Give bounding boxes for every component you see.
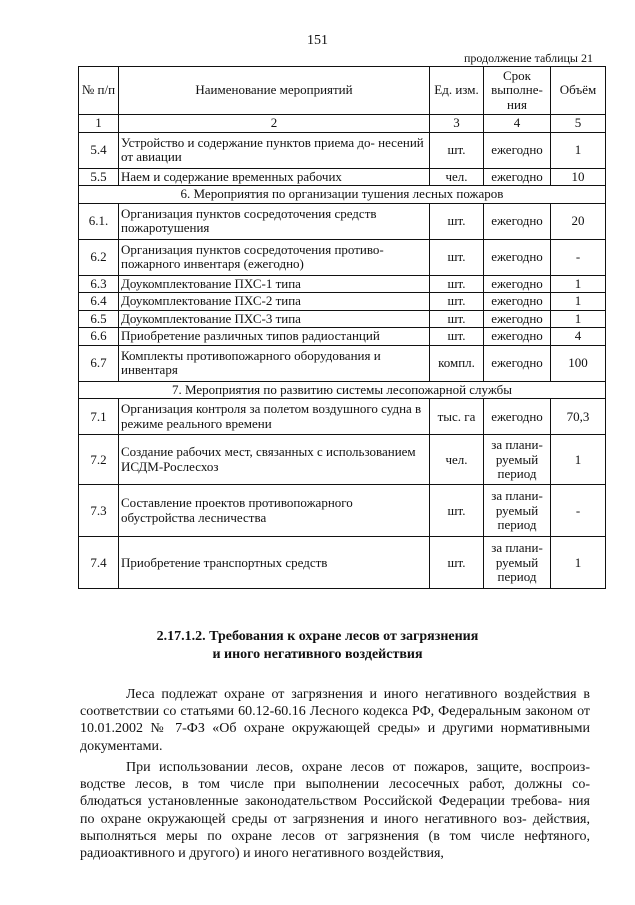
table-row [79, 293, 606, 311]
row-name: Комплекты противопожарного оборудования и инвентаря [119, 345, 430, 381]
row-term: ежегодно [484, 399, 551, 435]
table-row [79, 132, 606, 168]
row-unit: тыс. га [430, 399, 484, 435]
header-volume: Объём [551, 67, 606, 115]
row-name: Создание рабочих мест, связанных с использованием ИСДМ-Рослесхоз [119, 435, 430, 485]
row-volume: 70,3 [551, 399, 606, 435]
row-term: ежегодно [484, 345, 551, 381]
row-volume: - [551, 485, 606, 537]
row-unit: шт. [430, 203, 484, 239]
table-row [79, 203, 606, 239]
header-term: Срок выполне- ния [484, 67, 551, 115]
row-term: ежегодно [484, 275, 551, 293]
row-unit: шт. [430, 239, 484, 275]
row-volume: 1 [551, 310, 606, 328]
row-unit: шт. [430, 328, 484, 346]
body-paragraph: При использовании лесов, охране лесов от пожаров, защите, воспроиз- водстве лесов, в том числе при выполнении лесосечных работ, должны со- блюдаться установленные законодательством Российской Федерации требова- ния по охране окружающей среды от загрязнения и иного негативного воз- действия, выполняться меры по охране лесов от загрязнения (в том числе нефтяного, радиоактивного и другого) и иного негативного воздействия, [80, 760, 590, 862]
row-term: за плани- руемый период [484, 537, 551, 589]
row-unit: чел. [430, 435, 484, 485]
table-row [79, 399, 606, 435]
row-volume: 1 [551, 293, 606, 311]
measures-table [78, 66, 606, 589]
row-name: Организация пунктов сосредоточения противо- пожарного инвентаря (ежегодно) [119, 239, 430, 275]
section-heading-line-1: 2.17.1.2. Требования к охране лесов от загрязнения [156, 629, 479, 644]
section-title: 6. Мероприятия по организации тушения лесных пожаров [79, 186, 606, 204]
table-header-row [79, 67, 606, 115]
row-volume: 1 [551, 275, 606, 293]
row-name: Организация пунктов сосредоточения средств пожаротушения [119, 203, 430, 239]
row-name: Приобретение различных типов радиостанций [119, 328, 430, 346]
row-term: ежегодно [484, 168, 551, 186]
row-num: 6.5 [79, 310, 119, 328]
section-title: 7. Мероприятия по развитию системы лесопожарной службы [79, 381, 606, 399]
row-num: 7.3 [79, 485, 119, 537]
row-unit: шт. [430, 310, 484, 328]
page-number: 151 [307, 33, 328, 48]
row-num: 6.4 [79, 293, 119, 311]
row-term: за плани- руемый период [484, 435, 551, 485]
row-name: Доукомплектование ПХС-1 типа [119, 275, 430, 293]
table-section-row [79, 381, 606, 399]
row-unit: шт. [430, 293, 484, 311]
row-num: 6.1. [79, 203, 119, 239]
row-term: за плани- руемый период [484, 485, 551, 537]
table-row [79, 275, 606, 293]
row-num: 5.4 [79, 132, 119, 168]
table-row [79, 310, 606, 328]
row-name: Устройство и содержание пунктов приема до- несений от авиации [119, 132, 430, 168]
row-term: ежегодно [484, 203, 551, 239]
row-num: 7.4 [79, 537, 119, 589]
row-name: Доукомплектование ПХС-3 типа [119, 310, 430, 328]
section-heading-line-2: и иного негативного воздействия [212, 646, 423, 662]
row-name: Составление проектов противопожарного обустройства лесничества [119, 485, 430, 537]
row-num: 7.2 [79, 435, 119, 485]
index-cell: 3 [430, 115, 484, 133]
row-num: 7.1 [79, 399, 119, 435]
row-volume: 100 [551, 345, 606, 381]
header-unit: Ед. изм. [430, 67, 484, 115]
row-name: Доукомплектование ПХС-2 типа [119, 293, 430, 311]
row-unit: шт. [430, 485, 484, 537]
row-unit: шт. [430, 537, 484, 589]
table-row [79, 485, 606, 537]
body-paragraph: Леса подлежат охране от загрязнения и иного негативного воздействия в соответствии со статьями 60.12-60.16 Лесного кодекса РФ, Федеральным законом от 10.01.2002 № 7-ФЗ «Об охране окружающей среды» и другими нормативными документами. [80, 687, 590, 754]
table-row [79, 328, 606, 346]
table-row [79, 435, 606, 485]
row-term: ежегодно [484, 132, 551, 168]
row-name: Организация контроля за полетом воздушного судна в режиме реального времени [119, 399, 430, 435]
row-term: ежегодно [484, 239, 551, 275]
table-row [79, 168, 606, 186]
row-num: 6.6 [79, 328, 119, 346]
row-num: 6.3 [79, 275, 119, 293]
row-unit: компл. [430, 345, 484, 381]
table-row [79, 345, 606, 381]
row-volume: 1 [551, 435, 606, 485]
table-row [79, 537, 606, 589]
index-cell: 4 [484, 115, 551, 133]
table-row [79, 239, 606, 275]
row-num: 6.2 [79, 239, 119, 275]
index-cell: 1 [79, 115, 119, 133]
row-unit: чел. [430, 168, 484, 186]
table-section-row [79, 186, 606, 204]
row-name: Приобретение транспортных средств [119, 537, 430, 589]
table-index-row [79, 115, 606, 133]
row-num: 5.5 [79, 168, 119, 186]
header-num: № п/п [79, 67, 119, 115]
row-volume: 10 [551, 168, 606, 186]
row-term: ежегодно [484, 328, 551, 346]
row-unit: шт. [430, 132, 484, 168]
row-term: ежегодно [484, 293, 551, 311]
row-volume: 1 [551, 132, 606, 168]
row-unit: шт. [430, 275, 484, 293]
index-cell: 5 [551, 115, 606, 133]
row-num: 6.7 [79, 345, 119, 381]
row-volume: 4 [551, 328, 606, 346]
row-name: Наем и содержание временных рабочих [119, 168, 430, 186]
header-name: Наименование мероприятий [119, 67, 430, 115]
index-cell: 2 [119, 115, 430, 133]
table-continuation-label: продолжение таблицы 21 [463, 51, 593, 65]
row-term: ежегодно [484, 310, 551, 328]
section-heading [0, 628, 635, 663]
row-volume: 20 [551, 203, 606, 239]
row-volume: 1 [551, 537, 606, 589]
row-volume: - [551, 239, 606, 275]
